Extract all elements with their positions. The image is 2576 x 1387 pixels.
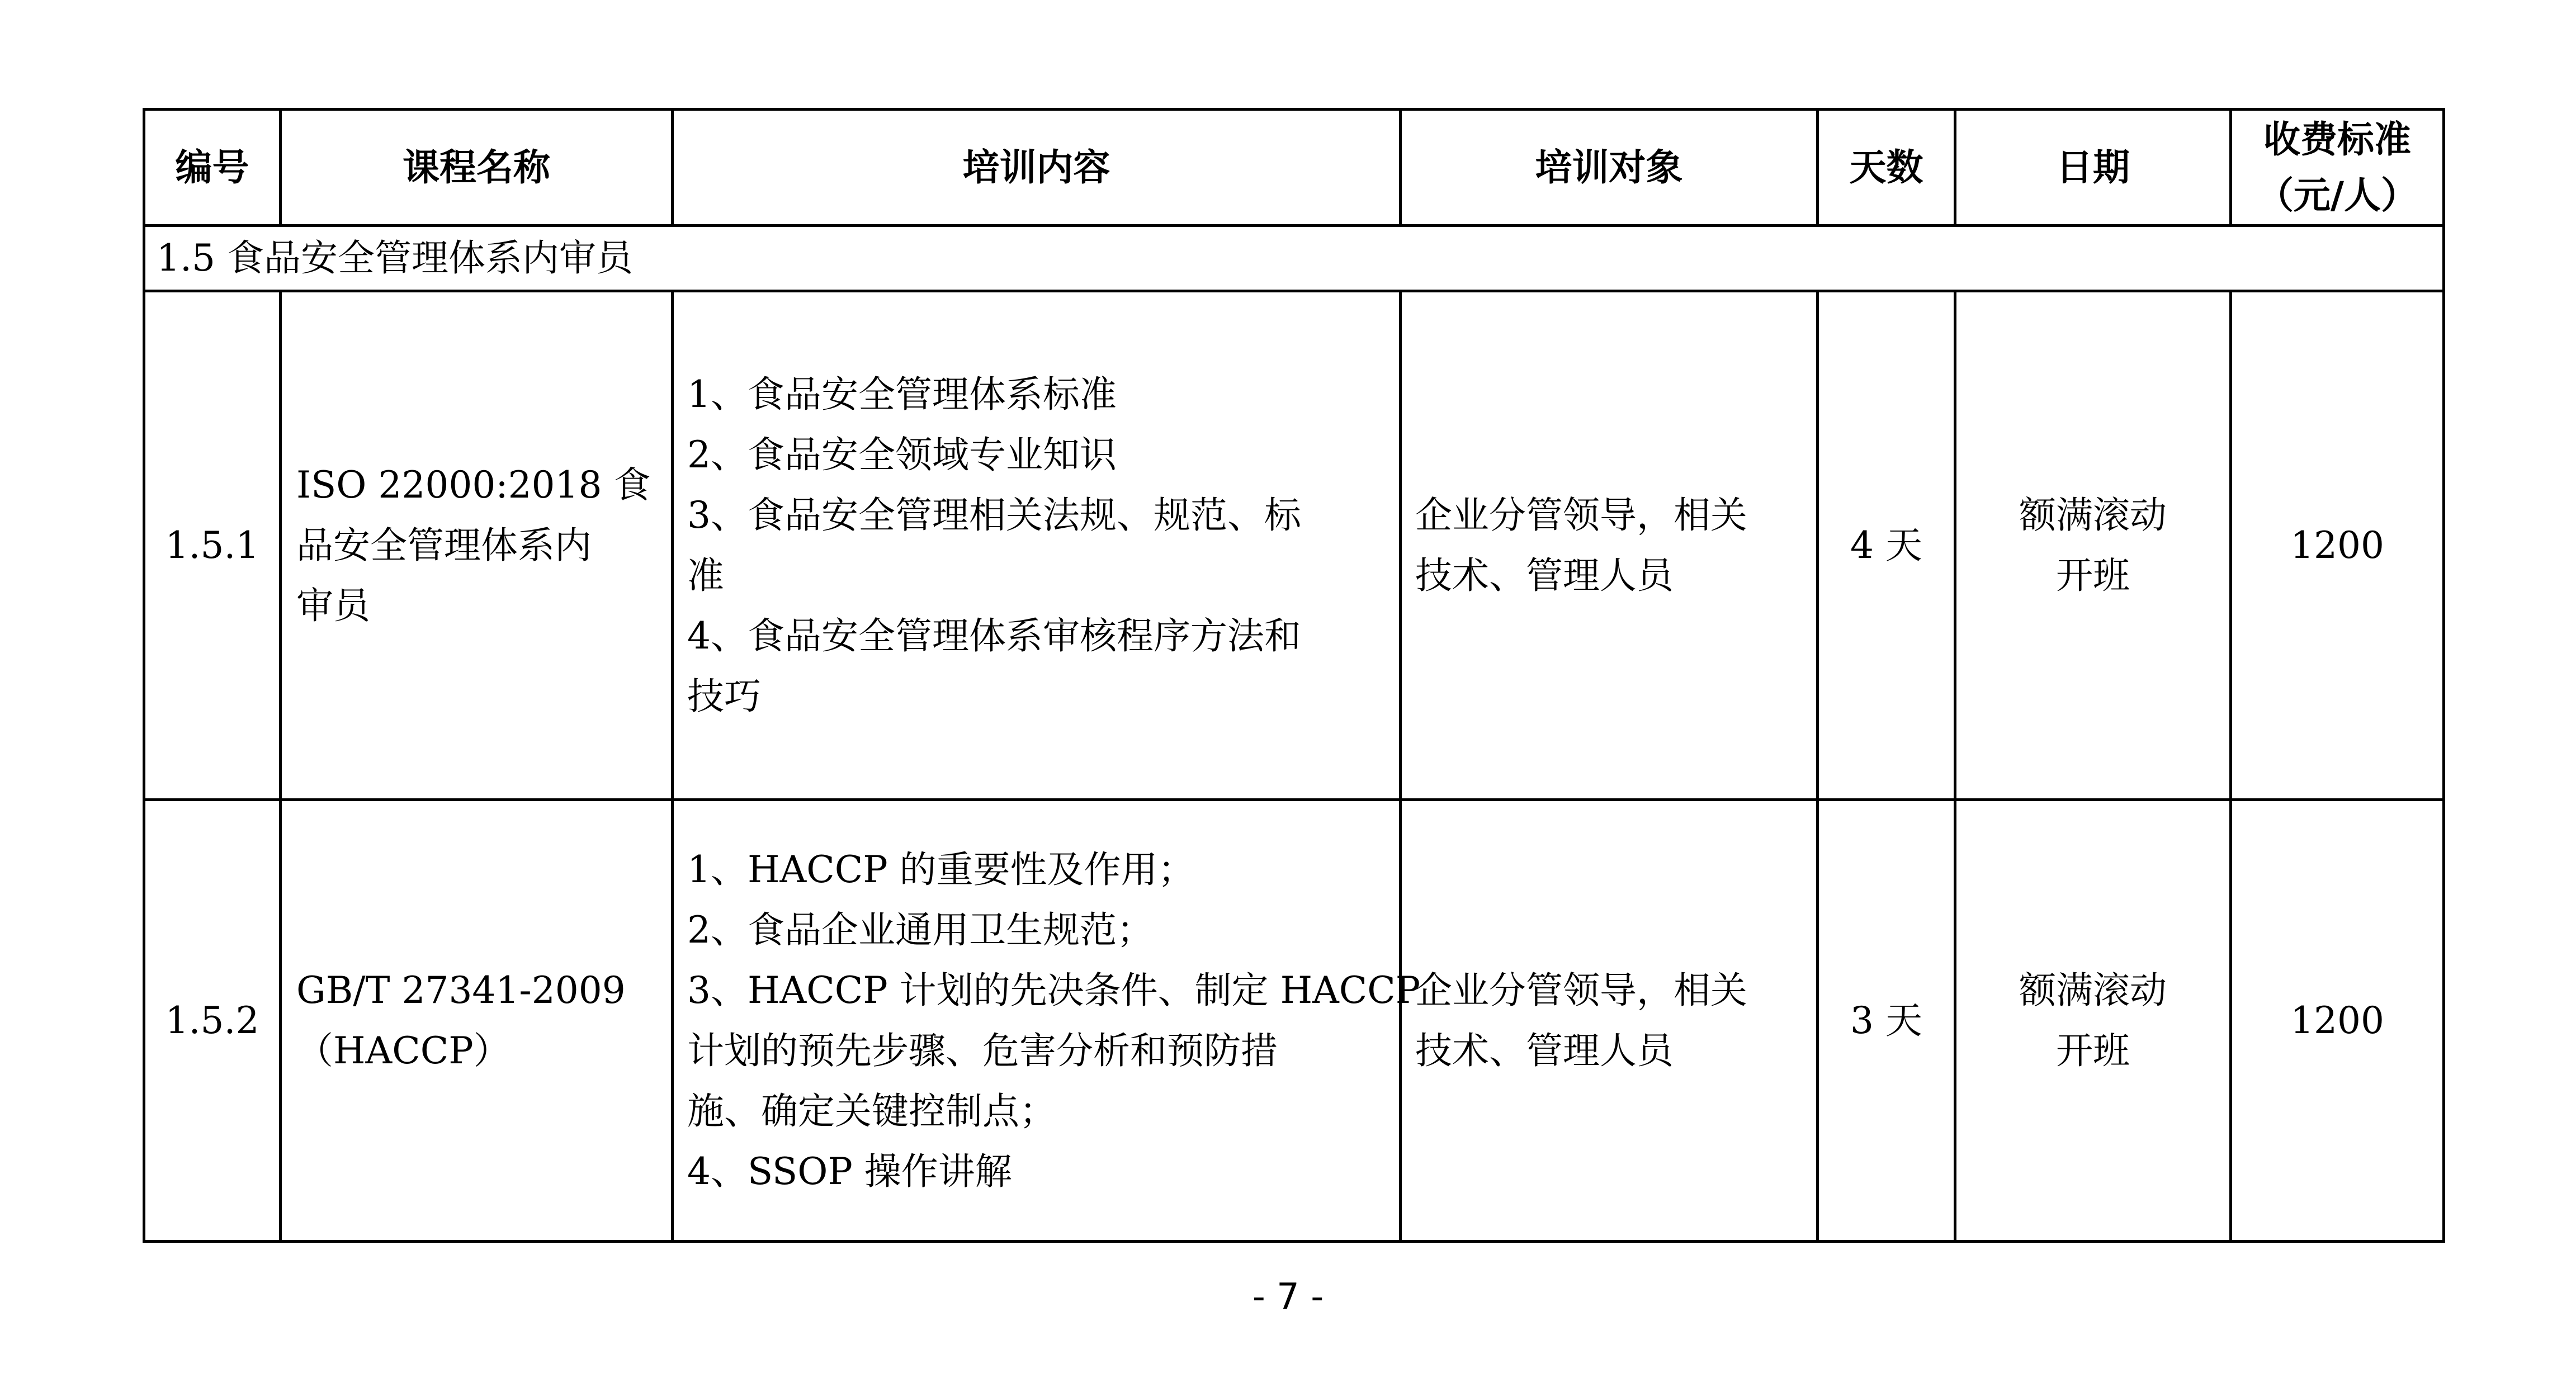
course-content [673, 291, 1401, 800]
section-title: 1.5 食品安全管理体系内审员 [144, 226, 2444, 291]
section-row [144, 226, 2444, 291]
course-name [281, 800, 673, 1242]
content-line: 4、SSOP 操作讲解 [687, 1149, 1012, 1193]
course-date [1955, 800, 2231, 1242]
course-number: 1.5.1 [144, 291, 281, 800]
header-content: 培训内容 [673, 110, 1401, 226]
course-name-line: （HACCP） [296, 1029, 511, 1072]
content-line: 3、食品安全管理相关法规、规范、标 [687, 493, 1301, 537]
content-line: 2、食品企业通用卫生规范； [687, 908, 1154, 952]
header-date: 日期 [1955, 110, 2231, 226]
header-fee-line1: 收费标准 [2263, 117, 2411, 161]
course-target [1401, 800, 1818, 1242]
date-line: 开班 [2056, 1029, 2130, 1072]
header-course-name: 课程名称 [281, 110, 673, 226]
content-line: 技巧 [687, 674, 761, 718]
course-table [143, 108, 2445, 1243]
target-line: 技术、管理人员 [1415, 553, 1674, 597]
course-fee: 1200 [2231, 800, 2444, 1242]
header-number: 编号 [144, 110, 281, 226]
course-name-line: GB/T 27341-2009 [296, 968, 626, 1012]
course-target [1401, 291, 1818, 800]
content-line: 施、确定关键控制点； [687, 1089, 1056, 1133]
course-name-line: 审员 [296, 584, 370, 627]
course-name [281, 291, 673, 800]
target-line: 企业分管领导，相关 [1415, 968, 1747, 1012]
header-target: 培训对象 [1401, 110, 1818, 226]
content-line: 准 [687, 553, 724, 597]
header-days: 天数 [1818, 110, 1955, 226]
page-number: - 7 - [1252, 1276, 1324, 1318]
target-line: 企业分管领导，相关 [1415, 493, 1747, 537]
content-line: 2、食品安全领域专业知识 [687, 433, 1117, 476]
date-line: 额满滚动 [2019, 493, 2167, 537]
course-days: 3 天 [1818, 800, 1955, 1242]
course-days: 4 天 [1818, 291, 1955, 800]
table-row [144, 800, 2444, 1242]
content-line: 4、食品安全管理体系审核程序方法和 [687, 614, 1301, 657]
table-header-row [144, 110, 2444, 226]
course-date [1955, 291, 2231, 800]
content-line: 计划的预先步骤、危害分析和预防措 [687, 1029, 1278, 1072]
course-name-line: ISO 22000:2018 食 [296, 463, 651, 506]
table-row [144, 291, 2444, 800]
course-content [673, 800, 1421, 1242]
date-line: 额满滚动 [2019, 968, 2167, 1012]
content-line: 3、HACCP 计划的先决条件、制定 HACCP [687, 968, 1421, 1012]
course-name-line: 品安全管理体系内 [296, 523, 592, 567]
date-line: 开班 [2056, 553, 2130, 597]
course-number: 1.5.2 [144, 800, 281, 1242]
header-fee-line2: （元/人） [2256, 173, 2418, 217]
course-fee: 1200 [2231, 291, 2444, 800]
target-line: 技术、管理人员 [1415, 1029, 1674, 1072]
content-line: 1、食品安全管理体系标准 [687, 372, 1117, 416]
header-fee [2231, 110, 2444, 226]
content-line: 1、HACCP 的重要性及作用； [687, 848, 1195, 891]
